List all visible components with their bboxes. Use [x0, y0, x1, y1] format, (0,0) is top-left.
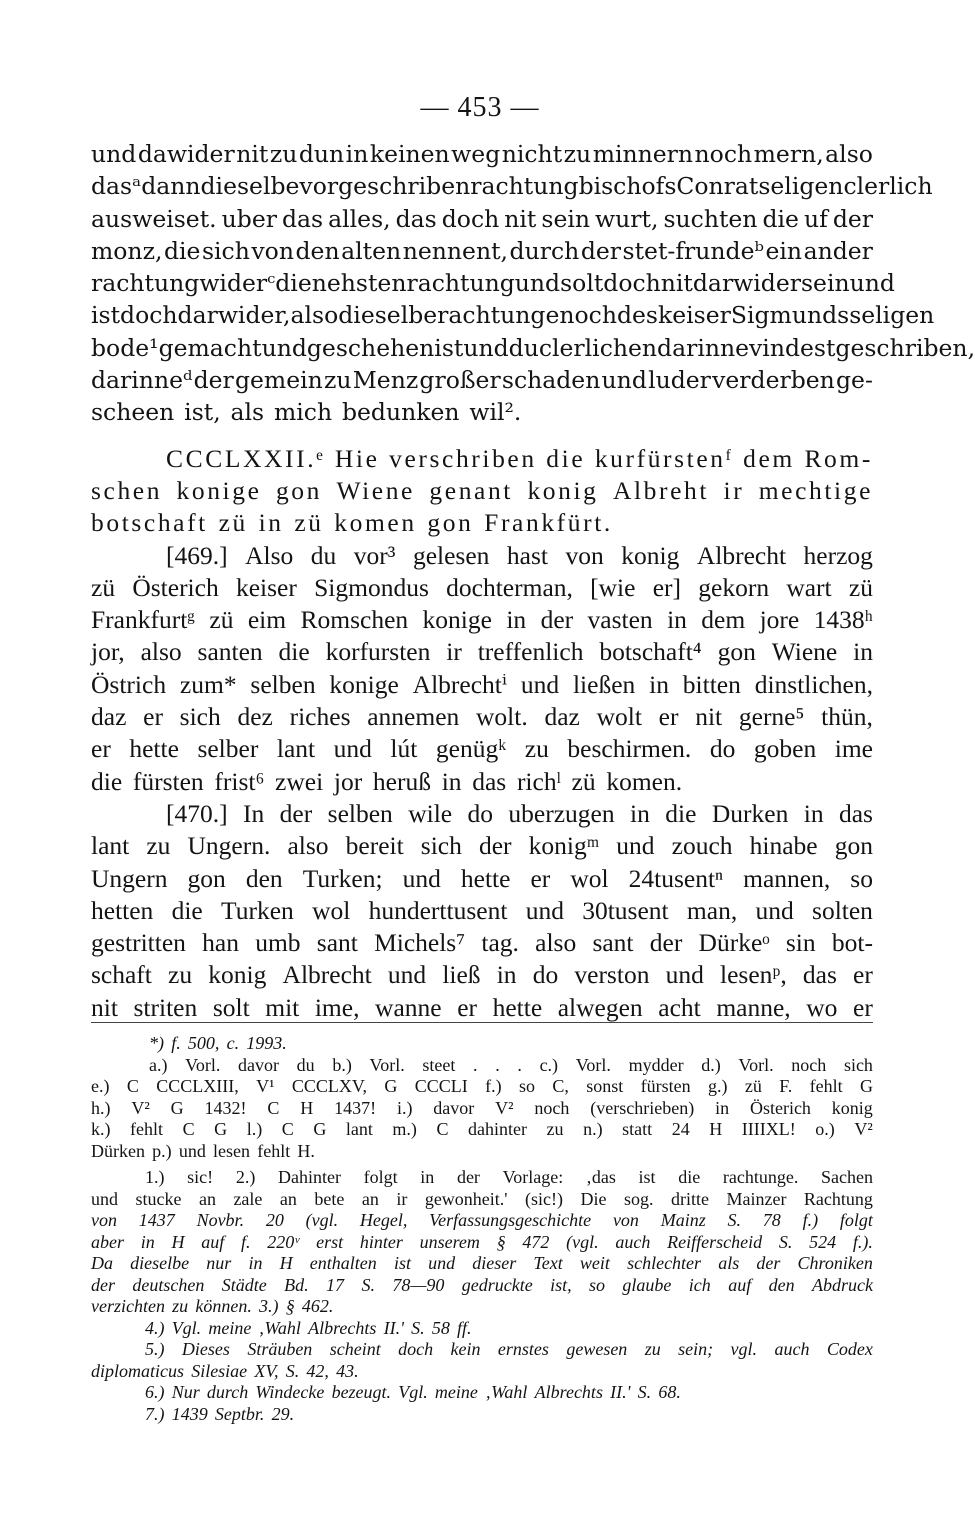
- text-line: daz er sich dez riches annemen wolt. daz wolt er nit gerne⁵ thün,: [91, 702, 873, 732]
- text-line: die fürsten frist⁶ zwei jor heruß in das richˡ zü komen.: [91, 766, 683, 796]
- footnote-line: *) f. 500, c. 1993.: [149, 1033, 287, 1053]
- footnote-line: Dürken p.) und lesen fehlt H.: [91, 1140, 315, 1161]
- page-number: — 453 —: [420, 92, 540, 123]
- text-line: jor, also santen die korfursten ir treffenlich botschaft⁴ gon Wiene in: [91, 637, 873, 667]
- text-line: schen konige gon Wiene genant konig Albreht ir mechtige: [91, 475, 873, 505]
- text-line: CCCLXXII.ᵉ Hie verschriben die kurfürstenᶠ dem Rom-: [166, 443, 873, 473]
- footnote-line: diplomaticus Silesiae XV, S. 42, 43.: [91, 1360, 359, 1381]
- main-text: [91, 138, 975, 1024]
- text-line: zü Österich keiser Sigmondus dochterman, [wie er] gekorn wart zü: [91, 572, 873, 602]
- footnote-line: der deutschen Städte Bd. 17 S. 78—90 gedruckte ist, so glaube ich auf den Abdruck: [91, 1274, 873, 1295]
- footnote-line: 6.) Nur durch Windecke bezeugt. Vgl. meine ‚Wahl Albrechts II.' S. 68.: [145, 1382, 681, 1402]
- text-line: Ungern gon den Turken; und hette er wol 24tusentⁿ mannen, so: [91, 863, 873, 893]
- text-line: Östrich zum* selben konige Albrechtⁱ und ließen in bitten dinstlichen,: [91, 669, 873, 699]
- footnote-line: e.) C CCCLXIII, V¹ CCCLXV, G CCCLI f.) so C, sonst fürsten g.) zü F. fehlt G: [91, 1076, 873, 1096]
- text-line: rachtung widerᶜ die nehsten rachtung und solt doch nit darwider sein und: [91, 269, 895, 298]
- footnote-line: a.) Vorl. davor du b.) Vorl. steet . . . c.) Vorl. mydder d.) Vorl. noch sich: [149, 1054, 873, 1075]
- footnote-line: k.) fehlt C G l.) C G lant m.) C dahinter zu n.) statt 24 H IIIIXL! o.) V²: [91, 1119, 873, 1139]
- footnote-rule: [91, 1022, 873, 1023]
- footnote-line: von 1437 Novbr. 20 (vgl. Hegel, Verfassungsgeschichte von Mainz S. 78 f.) folgt: [91, 1210, 873, 1230]
- footnote-line: 5.) Dieses Sträuben scheint doch kein ernstes gewesen zu sein; vgl. auch Codex: [145, 1339, 873, 1359]
- text-line: ist doch darwider, also die selbe rachtunge noch des keiser Sigmunds seligen: [91, 301, 935, 330]
- text-line: [469.] Also du vor³ gelesen hast von konig Albrecht herzog: [166, 540, 873, 570]
- text-line: hetten die Turken wol hunderttusent und 30tusent man, und solten: [91, 895, 873, 925]
- text-line: und dawider nit zu dun in keinen weg nicht zu minnern noch mern, also: [91, 140, 873, 168]
- text-line: bode¹ gemacht und geschehen ist und du clerlichen darinne vindest geschriben,: [91, 333, 975, 362]
- footnotes: [91, 1033, 873, 1425]
- text-line: er hette selber lant und lút genügᵏ zu beschirmen. do goben ime: [91, 734, 873, 764]
- text-line: dasᵃ dann die selbe vor geschriben rachtung bischofs Conrat seligen clerlich: [91, 172, 933, 201]
- footnote-line: aber in H auf f. 220ᵛ erst hinter unserem § 472 (vgl. auch Reifferscheid S. 524 f.).: [91, 1231, 873, 1252]
- text-line: darinneᵈ der gemein zu Menz großer schaden und luder verderben ge-: [91, 366, 873, 395]
- text-line: Frankfurtᵍ zü eim Romschen konige in der vasten in dem jore 1438ʰ: [91, 605, 873, 635]
- text-line: ausweiset. uber das alles, das doch nit sein wurt, suchten die uf der: [91, 204, 873, 233]
- footnote-line: verzichten zu können. 3.) § 462.: [91, 1296, 334, 1316]
- footnote-line: Da dieselbe nur in H enthalten ist und dieser Text weit schlechter als der Chroniken: [91, 1253, 873, 1273]
- text-line: monz, die sich von den alten nennent, durch der stet-frundeᵇ ein ander: [91, 236, 873, 265]
- footnote-line: 1.) sic! 2.) Dahinter folgt in der Vorlage: ‚das ist die rachtunge. Sachen: [145, 1167, 873, 1187]
- footnote-line: 7.) 1439 Septbr. 29.: [145, 1403, 295, 1424]
- footnote-line: und stucke an zale an bete an ir gewonheit.' (sic!) Die sog. dritte Mainzer Rachtung: [91, 1188, 873, 1209]
- text-line: gestritten han umb sant Michels⁷ tag. also sant der Dürkeᵒ sin bot-: [91, 928, 873, 958]
- text-line: nit striten solt mit ime, wanne er hette alwegen acht manne, wo er: [91, 992, 873, 1022]
- text-line: botschaft zü in zü komen gon Frankfürt.: [91, 508, 613, 538]
- text-line: [470.] In der selben wile do uberzugen in die Durken in das: [166, 798, 873, 828]
- text-line: schaft zu konig Albrecht und ließ in do verston und lesenᵖ, das er: [91, 960, 873, 990]
- footnote-line: 4.) Vgl. meine ‚Wahl Albrechts II.' S. 58 ff.: [145, 1317, 472, 1338]
- footnote-line: h.) V² G 1432! C H 1437! i.) davor V² noch (verschrieben) in Österich konig: [91, 1097, 873, 1118]
- text-line: lant zu Ungern. also bereit sich der konigᵐ und zouch hinabe gon: [91, 831, 873, 861]
- text-line: scheen ist, als mich bedunken wil².: [91, 398, 522, 427]
